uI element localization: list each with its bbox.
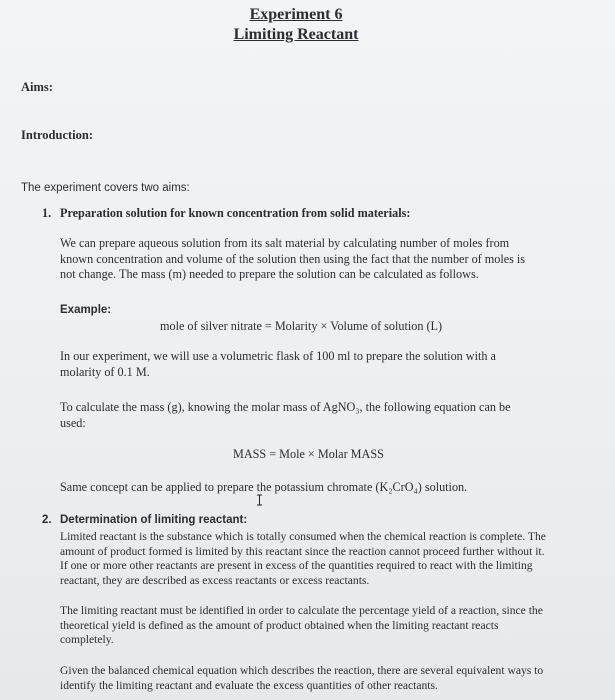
section2-para2-line: The limiting reactant must be identified in order to calculate the percentage yield of a reaction, since the	[60, 604, 543, 617]
section1-paragraph1	[60, 236, 580, 283]
section1-paragraph2	[60, 349, 580, 380]
section1-para1-line: not change. The mass (m) needed to prepare the solution can be calculated as follows.	[60, 267, 479, 281]
text-cursor-icon	[255, 494, 264, 506]
experiment-subtitle: Limiting Reactant	[233, 26, 359, 43]
section1-para2-line: In our experiment, we will use a volumetric flask of 100 ml to prepare the solution with a	[60, 349, 496, 363]
section2-para2-line: completely.	[60, 633, 114, 647]
section1-para3-line: To calculate the mass (g), knowing the molar mass of AgNO₃, the following equation can be	[60, 400, 511, 414]
section2-paragraph1	[60, 530, 600, 588]
section2-heading: Determination of limiting reactant:	[60, 514, 248, 526]
section1-para1-line: We can prepare aqueous solution from its salt material by calculating number of moles from	[60, 236, 510, 250]
intro-line: The experiment covers two aims:	[21, 182, 190, 194]
section2-para1-line: amount of product formed is limited by this reactant since the reaction cannot proceed further without it.	[60, 544, 545, 558]
section1-para2-line: molarity of 0.1 M.	[60, 364, 150, 379]
section2-para2-line: theoretical yield is defined as the amount of product obtained when the limiting reactant reacts	[60, 618, 499, 632]
formula-moles: mole of silver nitrate = Molarity × Volume of solution (L)	[160, 319, 443, 333]
section2-para3-line: Given the balanced chemical equation which describes the reaction, there are several equivalent ways to	[60, 664, 544, 677]
aims-label: Aims:	[21, 80, 53, 94]
experiment-title: Experiment 6	[249, 6, 343, 23]
section2-paragraph3	[60, 664, 600, 693]
introduction-label: Introduction:	[21, 128, 94, 142]
formula-mass: MASS = Mole × Molar MASS	[233, 447, 384, 461]
section2-para1-line: If one or more other reactants are present in excess of the quantities required to react with the limiting	[60, 559, 533, 573]
section1-paragraph3	[60, 400, 580, 431]
section2-number: 2.	[42, 514, 52, 526]
section2-para3-line: identify the limiting reactant and evaluate the excess quantities of other reactants.	[60, 678, 438, 692]
section2-paragraph2	[60, 604, 600, 648]
example-label: Example:	[60, 304, 112, 316]
section2-para1-line: Limited reactant is the substance which is totally consumed when the chemical reaction is complete. The	[60, 530, 546, 543]
section1-number: 1.	[42, 206, 52, 220]
section1-para3-line: used:	[60, 415, 86, 430]
section1-heading: Preparation solution for known concentration from solid materials:	[60, 206, 411, 220]
section1-para1-line: known concentration and volume of the solution then using the fact that the number of moles is	[60, 251, 526, 266]
section1-paragraph4: Same concept can be applied to prepare the potassium chromate (K₂CrO₄) solution.	[60, 480, 468, 494]
section2-para1-line: reactant, they are described as excess reactants or excess reactants.	[60, 573, 370, 587]
